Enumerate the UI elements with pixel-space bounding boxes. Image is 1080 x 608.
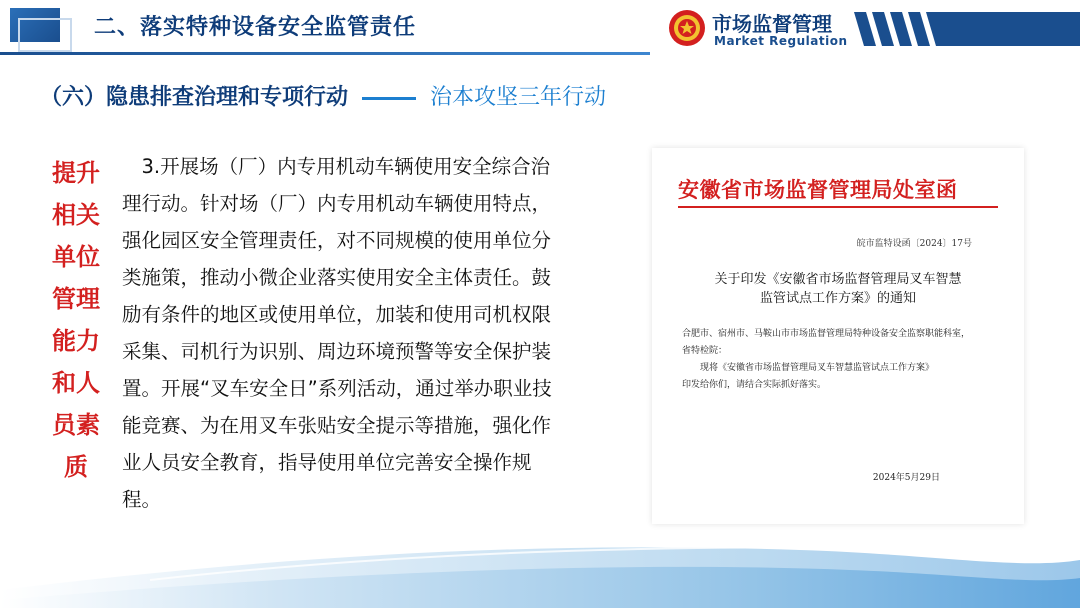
page-title: 二、落实特种设备安全监管责任	[94, 15, 417, 40]
document-body-line1: 现将《安徽省市场监督管理局叉车智慧监管试点工作方案》	[700, 363, 935, 373]
document-date: 2024年5月29日	[872, 473, 940, 483]
brand-name-en: Market Regulation	[714, 34, 848, 48]
brand-name-cn: 市场监督管理	[712, 12, 832, 36]
subtitle-main: （六）隐患排查治理和专项行动	[40, 85, 349, 110]
footer-wave-decoration	[0, 520, 1080, 608]
document-addressee-line2: 省特检院：	[682, 346, 728, 356]
document-red-line	[678, 206, 998, 208]
national-emblem-icon	[668, 8, 706, 48]
document-body-line2: 印发给你们，请结合实际抓好落实。	[682, 380, 827, 390]
document-number: 皖市监特设函〔2024〕17号	[856, 239, 972, 249]
subtitle-secondary: 治本攻坚三年行动	[430, 85, 607, 110]
header-decoration	[10, 8, 60, 42]
section-subtitle	[40, 80, 606, 111]
header-underline	[0, 52, 650, 55]
document-header: 安徽省市场监督管理局处室函	[678, 177, 958, 202]
brand-stripes	[854, 12, 1080, 46]
body-paragraph: 3.开展场（厂）内专用机动车辆使用安全综合治理行动。针对场（厂）内专用机动车辆使用特点，强化园区安全管理责任，对不同规模的使用单位分类施策，推动小微企业落实使用安全主体责任。鼓励有条件的地区或使用单位，加装和使用司机权限采集、司机行为识别、周边环境预警等安全保护装置。开展“叉车安全日”系列活动，通过举办职业技能竞赛、为在用叉车张贴安全提示等措施，强化作业人员安全教育，指导使用单位完善安全操作规程。	[122, 155, 552, 511]
header-bar	[0, 0, 1080, 56]
document-title	[682, 270, 994, 308]
document-title-line2: 监管试点工作方案》的通知	[759, 291, 916, 306]
document-body	[682, 326, 998, 394]
document-title-line1: 关于印发《安徽省市场监督管理局叉车智慧	[714, 272, 962, 287]
brand-logo	[664, 6, 1080, 52]
subtitle-dash	[362, 97, 416, 100]
side-label: 提升相关单位管理能力和人员素质	[52, 159, 100, 481]
document-addressee-line1: 合肥市、宿州市、马鞍山市市场监督管理局特种设备安全监察职能科室，	[682, 329, 971, 339]
official-document-image	[652, 148, 1024, 524]
